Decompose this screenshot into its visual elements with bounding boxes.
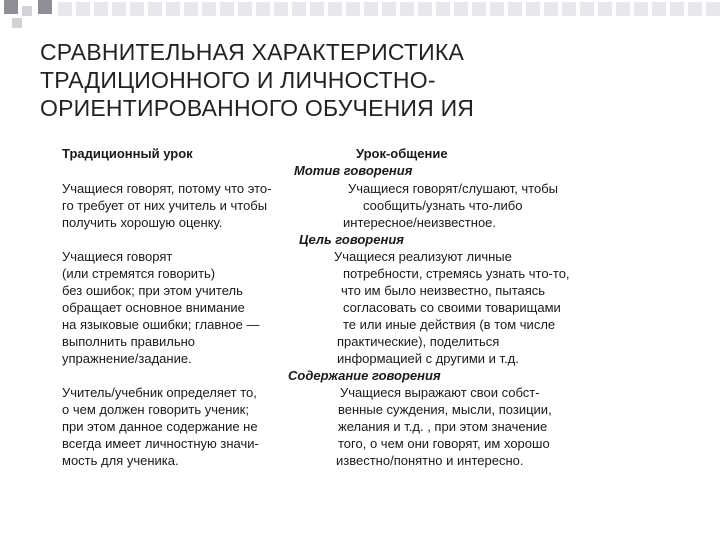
- decor-square: [310, 2, 324, 16]
- decor-square: [436, 2, 450, 16]
- right-content-line: того, о чем они говорят, им хорошо: [338, 436, 550, 451]
- decor-square: [634, 2, 648, 16]
- title-line-2: ТРАДИЦИОННОГО И ЛИЧНОСТНО-: [40, 67, 436, 93]
- decorative-header-squares: [0, 0, 720, 40]
- right-motive-line: Учащиеся говорят/слушают, чтобы: [348, 181, 559, 196]
- decor-square: [472, 2, 486, 16]
- decor-square: [292, 2, 306, 16]
- decor-square: [706, 2, 720, 16]
- decor-square: [328, 2, 342, 16]
- decor-square: [202, 2, 216, 16]
- decor-square: [274, 2, 288, 16]
- left-content-line: при этом данное содержание не: [62, 419, 258, 434]
- right-goal-line: информацией с другими и т.д.: [337, 351, 519, 366]
- right-goal-line: практические), поделиться: [337, 334, 500, 349]
- decor-square: [598, 2, 612, 16]
- left-goal-line: обращает основное внимание: [62, 300, 245, 315]
- left-goal-line: без ошибок; при этом учитель: [62, 283, 243, 298]
- decor-square: [346, 2, 360, 16]
- left-motive-line: Учащиеся говорят, потому что это-: [62, 181, 272, 196]
- decor-square: [4, 0, 18, 14]
- left-motive-line: го требует от них учитель и чтобы: [62, 198, 268, 213]
- left-goal-line: Учащиеся говорят: [62, 249, 173, 264]
- right-goal-line: согласовать со своими товарищами: [343, 300, 561, 315]
- right-content-line: желания и т.д. , при этом значение: [338, 419, 548, 434]
- section-heading-content: Содержание говорения: [288, 368, 441, 383]
- section-heading-motive: Мотив говорения: [294, 163, 413, 178]
- decor-square: [508, 2, 522, 16]
- slide-title: [40, 38, 700, 122]
- right-goal-line: те или иные действия (в том числе: [343, 317, 556, 332]
- decor-square: [38, 0, 52, 14]
- left-goal-line: упражнение/задание.: [62, 351, 192, 366]
- decor-square: [220, 2, 234, 16]
- left-content-line: всегда имеет личностную значи-: [62, 436, 259, 451]
- left-content-line: мость для ученика.: [62, 453, 179, 468]
- decor-square: [256, 2, 270, 16]
- left-motive-line: получить хорошую оценку.: [62, 215, 223, 230]
- decor-square: [148, 2, 162, 16]
- decor-square: [238, 2, 252, 16]
- decor-square: [454, 2, 468, 16]
- right-goal-line: что им было неизвестно, пытаясь: [341, 283, 546, 298]
- decor-square: [166, 2, 180, 16]
- right-goal-line: потребности, стремясь узнать что-то,: [343, 266, 570, 281]
- right-content-line: Учащиеся выражают свои собст-: [340, 385, 540, 400]
- decor-square: [544, 2, 558, 16]
- right-motive-line: интересное/неизвестное.: [343, 215, 497, 230]
- decor-square: [652, 2, 666, 16]
- right-motive-line: сообщить/узнать что-либо: [363, 198, 523, 213]
- left-goal-line: на языковые ошибки; главное —: [62, 317, 260, 332]
- right-goal-line: Учащиеся реализуют личные: [334, 249, 512, 264]
- left-goal-line: (или стремятся говорить): [62, 266, 216, 281]
- decor-square: [400, 2, 414, 16]
- decor-square: [364, 2, 378, 16]
- decor-square: [382, 2, 396, 16]
- title-line-1: СРАВНИТЕЛЬНАЯ ХАРАКТЕРИСТИКА: [40, 39, 465, 65]
- left-column-header: Традиционный урок: [62, 146, 193, 161]
- decor-square: [418, 2, 432, 16]
- decor-square: [616, 2, 630, 16]
- left-content-line: о чем должен говорить ученик;: [62, 402, 249, 417]
- section-heading-goal: Цель говорения: [299, 232, 404, 247]
- decor-square: [526, 2, 540, 16]
- decor-square: [94, 2, 108, 16]
- decor-square: [130, 2, 144, 16]
- decor-square: [490, 2, 504, 16]
- decor-square: [112, 2, 126, 16]
- left-goal-line: выполнить правильно: [62, 334, 196, 349]
- left-content-line: Учитель/учебник определяет то,: [62, 385, 257, 400]
- decor-square: [670, 2, 684, 16]
- decor-square: [562, 2, 576, 16]
- decor-square: [76, 2, 90, 16]
- decor-square: [688, 2, 702, 16]
- right-content-line: известно/понятно и интересно.: [336, 453, 524, 468]
- decor-square: [12, 18, 22, 28]
- right-column-header: Урок-общение: [356, 146, 448, 161]
- decor-square: [184, 2, 198, 16]
- decor-square: [22, 6, 32, 16]
- right-content-line: венные суждения, мысли, позиции,: [338, 402, 552, 417]
- decor-square: [58, 2, 72, 16]
- decor-square: [580, 2, 594, 16]
- title-line-3: ОРИЕНТИРОВАННОГО ОБУЧЕНИЯ ИЯ: [40, 95, 475, 121]
